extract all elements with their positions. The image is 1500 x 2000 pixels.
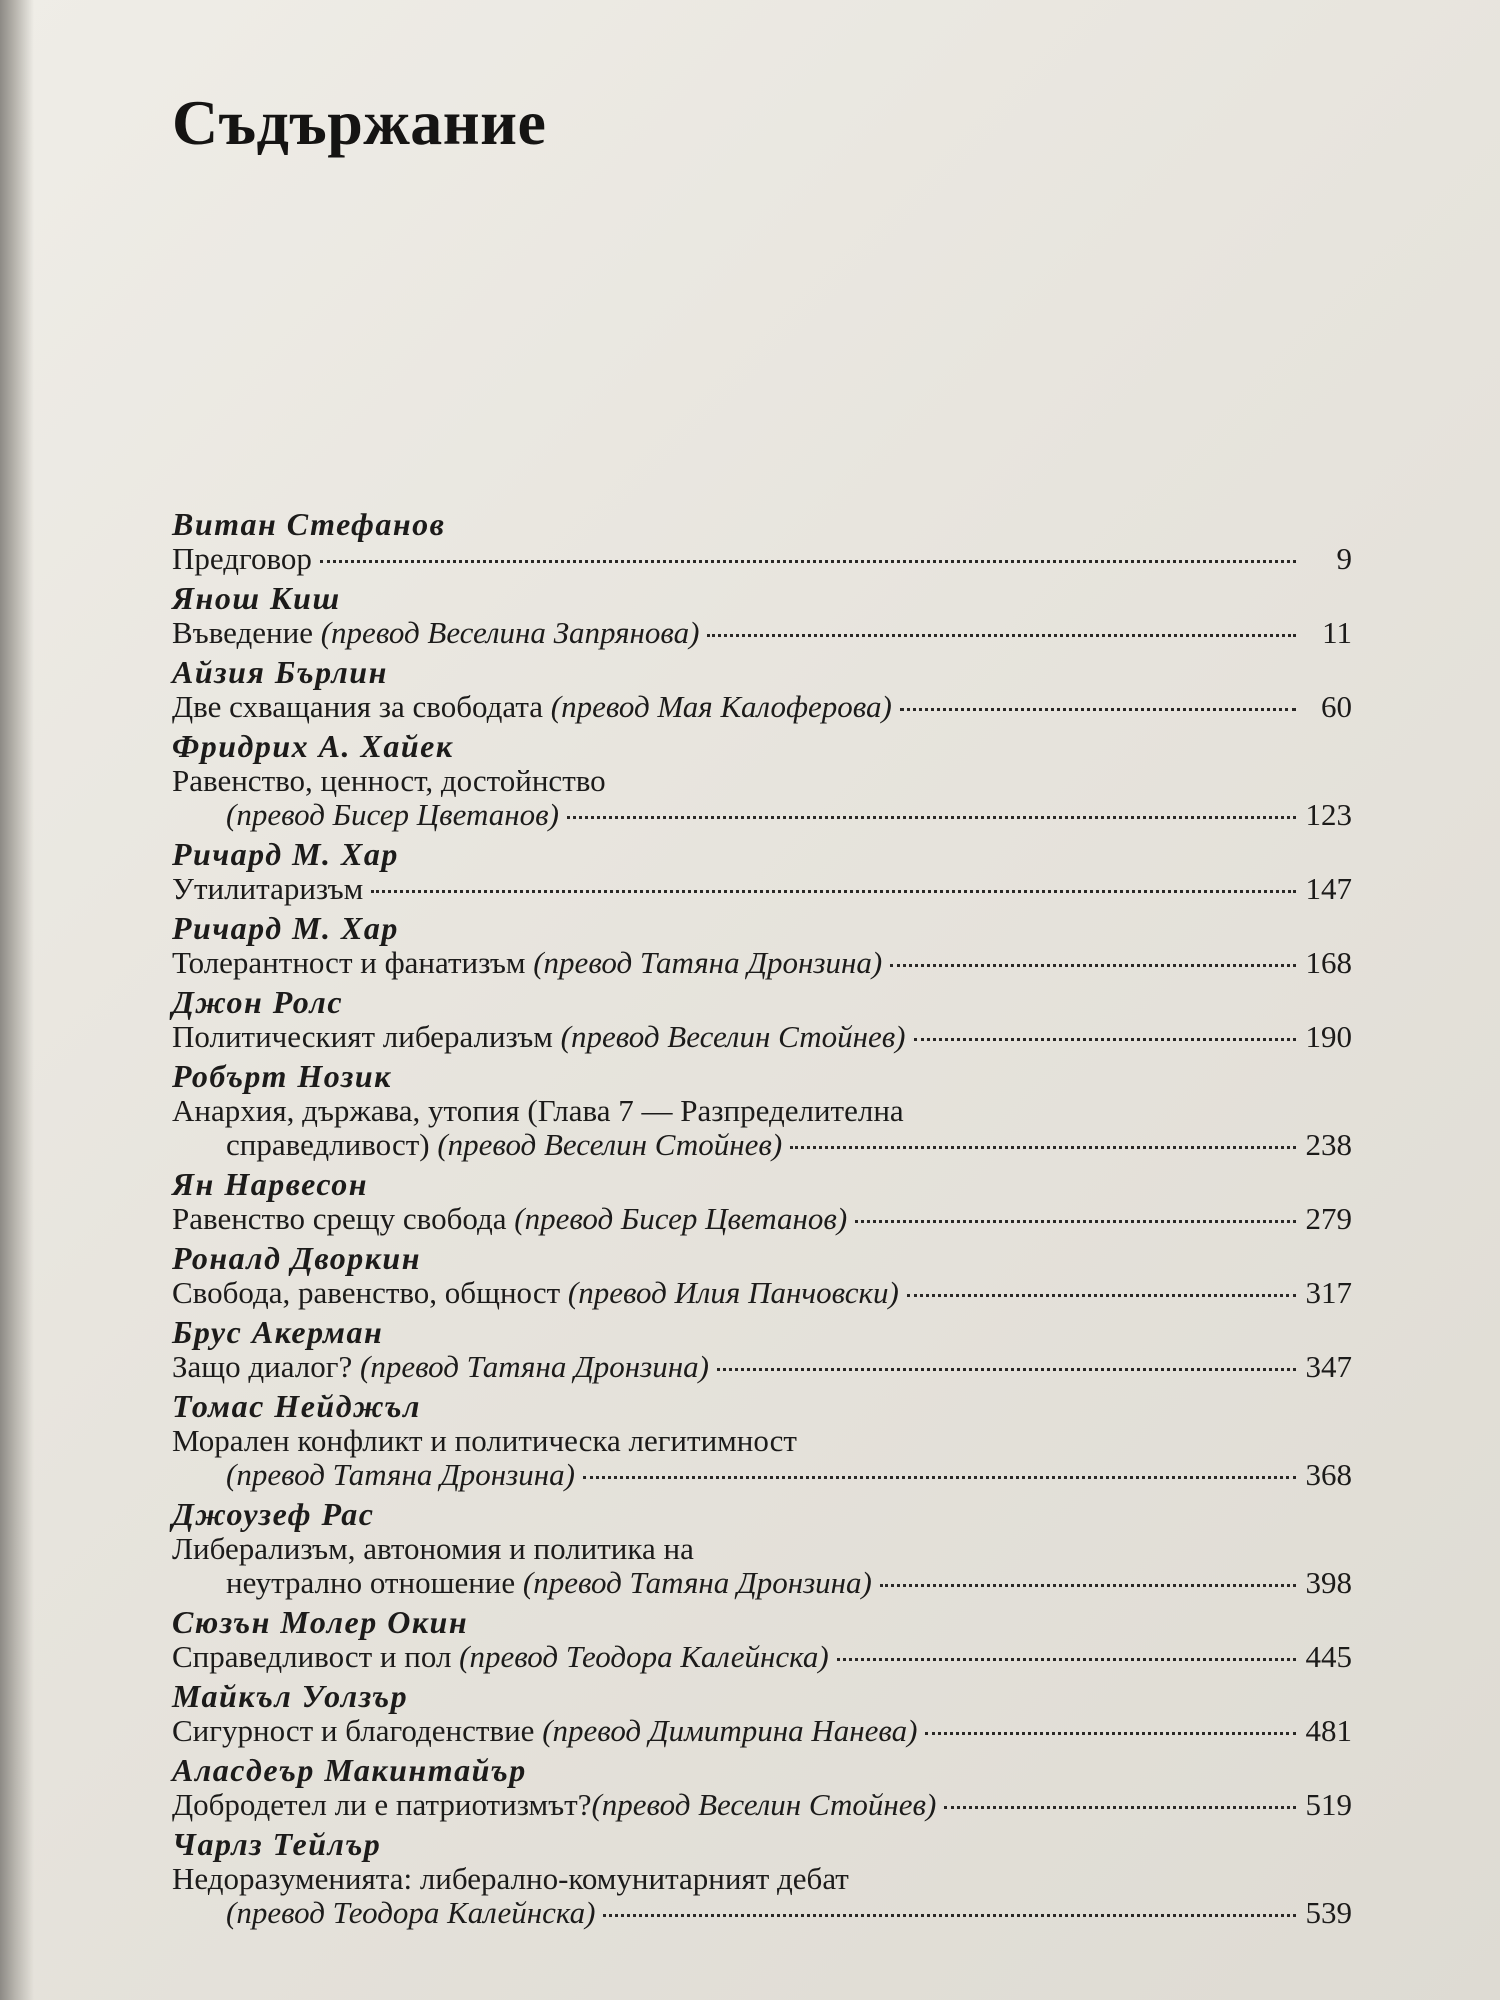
table-of-contents [172,506,1352,1930]
toc-translator: (превод Теодора Калейнска) [226,1895,596,1930]
toc-line [172,798,1352,832]
toc-page-number: 60 [1321,689,1352,724]
dot-leader [371,890,1296,893]
toc-line [172,1020,1352,1054]
dot-leader [707,634,1296,637]
toc-author: Айзия Бърлин [172,654,388,690]
toc-translator: (превод Бисер Цветанов) [226,797,559,832]
dot-leader [320,560,1296,563]
toc-page-number: 279 [1305,1201,1352,1236]
toc-page-number: 347 [1305,1349,1352,1384]
toc-title: Две схващания за свободата [172,689,544,724]
toc-author: Брус Акерман [172,1314,384,1350]
toc-author: Чарлз Тейлър [172,1826,382,1862]
toc-page-number: 368 [1305,1457,1352,1492]
dot-leader [855,1220,1296,1223]
toc-page-number: 9 [1336,541,1352,576]
toc-translator: (превод Татяна Дронзина) [533,945,883,980]
toc-line [172,1202,1352,1236]
toc-title: Добродетел ли е патриотизмът? [172,1787,592,1822]
toc-page-number: 168 [1305,945,1352,980]
toc-translator: (превод Веселин Стойнев) [437,1127,783,1162]
dot-leader [890,964,1296,967]
dot-leader [583,1476,1296,1479]
toc-page-number: 11 [1322,615,1352,650]
toc-author: Ян Нарвесон [172,1166,369,1202]
toc-author: Роналд Дворкин [172,1240,421,1276]
toc-translator: (превод Татяна Дронзина) [226,1457,575,1492]
toc-translator: (превод Татяна Дронзина) [522,1565,872,1600]
toc-title: Анархия, държава, утопия (Глава 7 — Разпределителна [172,1093,904,1128]
toc-page-number: 317 [1305,1275,1352,1310]
page-title: Съдържание [172,87,547,158]
dot-leader [925,1732,1296,1735]
toc-title: Либерализъм, автономия и политика на [172,1531,694,1566]
dot-leader [717,1368,1296,1371]
toc-title: Политическият либерализъм [172,1019,553,1054]
toc-line [172,1532,1352,1566]
toc-line [172,946,1352,980]
toc-title: Въведение [172,615,313,650]
toc-translator: (превод Веселина Запрянова) [320,615,700,650]
toc-title: Недоразуменията: либерално-комунитарният дебат [172,1861,849,1896]
toc-page-number: 147 [1305,871,1352,906]
toc-page-number: 519 [1305,1787,1352,1822]
toc-line [172,764,1352,798]
toc-author: Ричард М. Хар [172,910,399,946]
toc-title: Равенство срещу свобода [172,1201,507,1236]
toc-page-number: 190 [1305,1019,1352,1054]
toc-translator: (превод Димитрина Нанева) [542,1713,918,1748]
toc-line [172,542,1352,576]
dot-leader [900,708,1296,711]
toc-translator: (превод Бисер Цветанов) [514,1201,848,1236]
toc-line [172,1896,1352,1930]
toc-line [172,1714,1352,1748]
toc-translator: (превод Теодора Калейнска) [459,1639,829,1674]
toc-translator: (превод Мая Калоферова) [550,689,892,724]
toc-line [172,1424,1352,1458]
toc-title: Свобода, равенство, общност [172,1275,561,1310]
dot-leader [567,816,1296,819]
toc-line [172,1458,1352,1492]
toc-line [172,872,1352,906]
toc-line [172,1788,1352,1822]
toc-title-continued: неутрално отношение [226,1565,516,1600]
toc-translator: (превод Илия Панчовски) [567,1275,899,1310]
toc-author: Аласдеър Макинтайър [172,1752,527,1788]
toc-title: Сигурност и благоденствие [172,1713,535,1748]
toc-title: Защо диалог? [172,1349,353,1384]
binding-shadow [0,0,34,2000]
dot-leader [790,1146,1296,1149]
toc-author: Витан Стефанов [172,506,446,542]
toc-author: Фридрих А. Хайек [172,728,454,764]
toc-line [172,1640,1352,1674]
toc-line [172,1862,1352,1896]
toc-title: Равенство, ценност, достойнство [172,763,606,798]
toc-translator: (превод Татяна Дронзина) [360,1349,709,1384]
toc-author: Джоузеф Рас [172,1496,375,1532]
toc-translator: (превод Веселин Стойнев) [560,1019,906,1054]
dot-leader [603,1914,1296,1917]
dot-leader [880,1584,1296,1587]
toc-author: Робърт Нозик [172,1058,392,1094]
toc-author: Янош Киш [172,580,341,616]
toc-title: Утилитаризъм [172,871,364,906]
toc-page-number: 123 [1305,797,1352,832]
toc-title: Справедливост и пол [172,1639,452,1674]
toc-line [172,616,1352,650]
toc-author: Сюзън Молер Окин [172,1604,469,1640]
toc-title: Толерантност и фанатизъм [172,945,526,980]
toc-line [172,1128,1352,1162]
toc-author: Ричард М. Хар [172,836,399,872]
toc-title: Предговор [172,541,312,576]
toc-page-number: 539 [1305,1895,1352,1930]
toc-title-continued: справедливост) [226,1127,430,1162]
toc-page-number: 481 [1305,1713,1352,1748]
dot-leader [944,1806,1296,1809]
toc-line [172,690,1352,724]
dot-leader [914,1038,1296,1041]
toc-page-number: 445 [1305,1639,1352,1674]
dot-leader [907,1294,1296,1297]
toc-line [172,1276,1352,1310]
toc-line [172,1566,1352,1600]
toc-author: Томас Нейджъл [172,1388,421,1424]
toc-page-number: 398 [1305,1565,1352,1600]
toc-line [172,1350,1352,1384]
toc-title: Морален конфликт и политическа легитимност [172,1423,797,1458]
toc-page-number: 238 [1305,1127,1352,1162]
toc-translator: (превод Веселин Стойнев) [591,1787,937,1822]
toc-line [172,1094,1352,1128]
toc-author: Майкъл Уолзър [172,1678,409,1714]
dot-leader [837,1658,1296,1661]
toc-author: Джон Ролс [172,984,344,1020]
